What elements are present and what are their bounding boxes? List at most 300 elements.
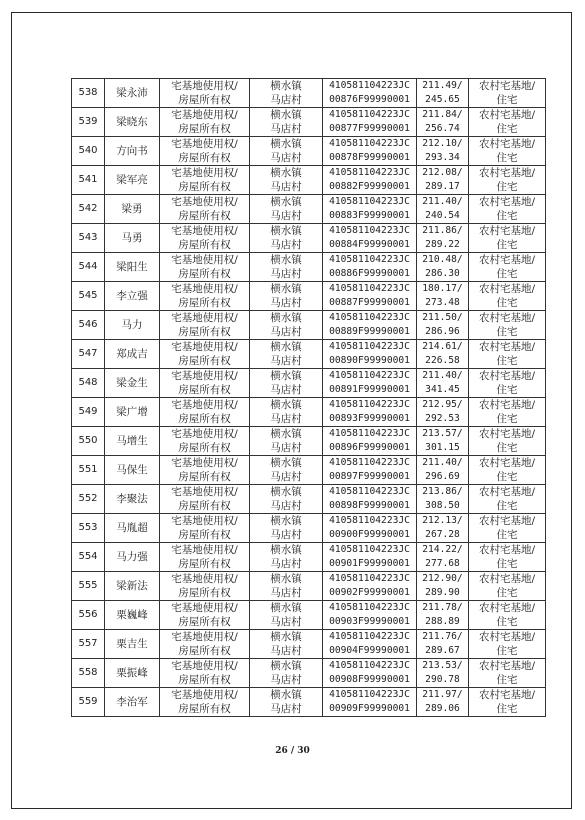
owner-name-text: 梁勇: [121, 203, 143, 215]
unit-code-cell: [323, 659, 417, 688]
land-use-text: 农村宅基地/: [478, 544, 536, 556]
right-type-cell: [160, 630, 250, 659]
unit-code-text: 00904F99990001: [329, 645, 410, 656]
unit-code-text: 410581104223JC: [329, 109, 410, 120]
unit-code-text: 00903F99990001: [329, 616, 410, 627]
unit-code-cell: [323, 224, 417, 253]
table-row: [72, 340, 546, 369]
right-type-text: 宅基地使用权/: [171, 602, 238, 614]
right-type-text: 宅基地使用权/: [171, 341, 238, 353]
location-cell: [250, 311, 323, 340]
location-cell: [250, 456, 323, 485]
unit-code-cell: [323, 543, 417, 572]
table-row: [72, 311, 546, 340]
unit-code-cell: [323, 195, 417, 224]
area-text: 212.95/: [422, 399, 463, 410]
row-number-cell: [72, 398, 105, 427]
area-cell: [417, 456, 469, 485]
area-cell: [417, 514, 469, 543]
area-text: 289.17: [425, 181, 460, 192]
land-use-text: 农村宅基地/: [478, 138, 536, 150]
land-use-text: 住宅: [496, 297, 518, 309]
table-row: [72, 224, 546, 253]
location-text: 马店村: [270, 239, 302, 251]
area-text: 286.96: [425, 326, 460, 337]
area-text: 286.30: [425, 268, 460, 279]
owner-name-cell: [105, 195, 160, 224]
right-type-cell: [160, 282, 250, 311]
area-cell: [417, 195, 469, 224]
land-use-text: 住宅: [496, 355, 518, 367]
land-use-text: 农村宅基地/: [478, 660, 536, 672]
location-text: 横水镇: [270, 341, 302, 353]
area-text: 211.84/: [422, 109, 463, 120]
owner-name-cell: [105, 166, 160, 195]
right-type-text: 宅基地使用权/: [171, 167, 238, 179]
location-text: 横水镇: [270, 660, 302, 672]
row-number-text: 555: [78, 580, 98, 591]
area-cell: [417, 79, 469, 108]
land-use-cell: [469, 659, 546, 688]
unit-code-text: 00889F99990001: [329, 326, 410, 337]
area-text: 289.06: [425, 703, 460, 714]
unit-code-text: 410581104223JC: [329, 399, 410, 410]
right-type-text: 房屋所有权: [178, 326, 231, 338]
area-cell: [417, 572, 469, 601]
unit-code-text: 00877F99990001: [329, 123, 410, 134]
right-type-text: 房屋所有权: [178, 471, 231, 483]
unit-code-cell: [323, 427, 417, 456]
row-number-cell: [72, 137, 105, 166]
right-type-text: 宅基地使用权/: [171, 225, 238, 237]
location-text: 马店村: [270, 210, 302, 222]
owner-name-cell: [105, 572, 160, 601]
table-row: [72, 253, 546, 282]
unit-code-text: 00898F99990001: [329, 500, 410, 511]
land-use-text: 住宅: [496, 500, 518, 512]
unit-code-cell: [323, 601, 417, 630]
row-number-text: 552: [78, 493, 98, 504]
table-row: [72, 427, 546, 456]
row-number-text: 544: [78, 261, 98, 272]
area-cell: [417, 311, 469, 340]
land-use-text: 农村宅基地/: [478, 602, 536, 614]
location-cell: [250, 224, 323, 253]
row-number-text: 550: [78, 435, 98, 446]
right-type-text: 房屋所有权: [178, 123, 231, 135]
right-type-text: 宅基地使用权/: [171, 312, 238, 324]
area-text: 226.58: [425, 355, 460, 366]
owner-name-text: 梁永沛: [116, 87, 148, 99]
land-use-text: 住宅: [496, 529, 518, 541]
location-text: 横水镇: [270, 109, 302, 121]
unit-code-text: 410581104223JC: [329, 283, 410, 294]
row-number-text: 549: [78, 406, 98, 417]
location-cell: [250, 485, 323, 514]
location-text: 马店村: [270, 297, 302, 309]
unit-code-text: 410581104223JC: [329, 486, 410, 497]
right-type-text: 宅基地使用权/: [171, 80, 238, 92]
right-type-cell: [160, 224, 250, 253]
land-use-text: 住宅: [496, 326, 518, 338]
right-type-cell: [160, 659, 250, 688]
table-row: [72, 137, 546, 166]
right-type-cell: [160, 688, 250, 717]
area-text: 289.22: [425, 239, 460, 250]
area-text: 308.50: [425, 500, 460, 511]
location-text: 横水镇: [270, 312, 302, 324]
location-text: 马店村: [270, 558, 302, 570]
unit-code-text: 00886F99990001: [329, 268, 410, 279]
location-text: 横水镇: [270, 515, 302, 527]
area-text: 211.40/: [422, 457, 463, 468]
unit-code-text: 00891F99990001: [329, 384, 410, 395]
owner-name-text: 马力: [121, 319, 143, 331]
owner-name-text: 梁金生: [116, 377, 148, 389]
table-row: [72, 514, 546, 543]
land-use-text: 农村宅基地/: [478, 370, 536, 382]
unit-code-text: 410581104223JC: [329, 167, 410, 178]
location-text: 横水镇: [270, 602, 302, 614]
land-use-text: 农村宅基地/: [478, 515, 536, 527]
land-use-text: 农村宅基地/: [478, 631, 536, 643]
location-text: 横水镇: [270, 80, 302, 92]
row-number-cell: [72, 456, 105, 485]
unit-code-cell: [323, 311, 417, 340]
area-cell: [417, 369, 469, 398]
unit-code-text: 00901F99990001: [329, 558, 410, 569]
land-use-text: 住宅: [496, 94, 518, 106]
unit-code-text: 410581104223JC: [329, 138, 410, 149]
right-type-cell: [160, 369, 250, 398]
right-type-cell: [160, 137, 250, 166]
right-type-text: 房屋所有权: [178, 558, 231, 570]
owner-name-text: 栗吉生: [116, 638, 148, 650]
unit-code-text: 410581104223JC: [329, 80, 410, 91]
location-cell: [250, 195, 323, 224]
unit-code-text: 00887F99990001: [329, 297, 410, 308]
right-type-text: 房屋所有权: [178, 442, 231, 454]
area-text: 240.54: [425, 210, 460, 221]
area-text: 211.78/: [422, 602, 463, 613]
table-row: [72, 572, 546, 601]
location-text: 横水镇: [270, 428, 302, 440]
unit-code-text: 410581104223JC: [329, 515, 410, 526]
unit-code-cell: [323, 79, 417, 108]
land-use-text: 农村宅基地/: [478, 80, 536, 92]
right-type-text: 房屋所有权: [178, 268, 231, 280]
row-number-cell: [72, 630, 105, 659]
area-text: 211.86/: [422, 225, 463, 236]
unit-code-cell: [323, 485, 417, 514]
row-number-cell: [72, 195, 105, 224]
land-use-cell: [469, 369, 546, 398]
land-use-cell: [469, 137, 546, 166]
land-use-cell: [469, 572, 546, 601]
unit-code-text: 00884F99990001: [329, 239, 410, 250]
land-use-cell: [469, 282, 546, 311]
unit-code-cell: [323, 253, 417, 282]
right-type-cell: [160, 253, 250, 282]
row-number-cell: [72, 543, 105, 572]
land-use-cell: [469, 79, 546, 108]
land-use-text: 住宅: [496, 442, 518, 454]
area-text: 211.50/: [422, 312, 463, 323]
unit-code-text: 410581104223JC: [329, 602, 410, 613]
unit-code-text: 00897F99990001: [329, 471, 410, 482]
location-cell: [250, 543, 323, 572]
land-use-text: 住宅: [496, 384, 518, 396]
land-use-text: 住宅: [496, 587, 518, 599]
land-use-cell: [469, 224, 546, 253]
row-number-text: 541: [78, 174, 98, 185]
location-cell: [250, 398, 323, 427]
unit-code-cell: [323, 137, 417, 166]
area-cell: [417, 137, 469, 166]
area-cell: [417, 253, 469, 282]
row-number-text: 557: [78, 638, 98, 649]
row-number-cell: [72, 369, 105, 398]
owner-name-cell: [105, 543, 160, 572]
owner-name-text: 梁晓东: [116, 116, 148, 128]
unit-code-text: 410581104223JC: [329, 631, 410, 642]
right-type-text: 房屋所有权: [178, 413, 231, 425]
area-cell: [417, 427, 469, 456]
row-number-cell: [72, 166, 105, 195]
location-text: 马店村: [270, 616, 302, 628]
right-type-text: 宅基地使用权/: [171, 689, 238, 701]
area-cell: [417, 485, 469, 514]
location-cell: [250, 514, 323, 543]
area-text: 214.22/: [422, 544, 463, 555]
row-number-cell: [72, 485, 105, 514]
land-use-text: 住宅: [496, 413, 518, 425]
unit-code-text: 00882F99990001: [329, 181, 410, 192]
land-use-cell: [469, 427, 546, 456]
row-number-text: 545: [78, 290, 98, 301]
unit-code-text: 410581104223JC: [329, 457, 410, 468]
right-type-text: 宅基地使用权/: [171, 196, 238, 208]
right-type-text: 房屋所有权: [178, 384, 231, 396]
area-cell: [417, 688, 469, 717]
right-type-cell: [160, 427, 250, 456]
right-type-text: 宅基地使用权/: [171, 283, 238, 295]
right-type-text: 宅基地使用权/: [171, 515, 238, 527]
location-text: 马店村: [270, 442, 302, 454]
unit-code-text: 410581104223JC: [329, 689, 410, 700]
right-type-text: 房屋所有权: [178, 239, 231, 251]
land-use-text: 住宅: [496, 471, 518, 483]
table-row: [72, 543, 546, 572]
location-cell: [250, 688, 323, 717]
right-type-text: 房屋所有权: [178, 297, 231, 309]
row-number-cell: [72, 688, 105, 717]
row-number-cell: [72, 514, 105, 543]
area-text: 293.34: [425, 152, 460, 163]
area-text: 212.08/: [422, 167, 463, 178]
location-text: 马店村: [270, 413, 302, 425]
unit-code-text: 410581104223JC: [329, 312, 410, 323]
right-type-text: 宅基地使用权/: [171, 457, 238, 469]
land-use-cell: [469, 543, 546, 572]
right-type-text: 房屋所有权: [178, 500, 231, 512]
land-use-text: 住宅: [496, 558, 518, 570]
row-number-text: 543: [78, 232, 98, 243]
owner-name-cell: [105, 137, 160, 166]
right-type-text: 宅基地使用权/: [171, 660, 238, 672]
location-text: 横水镇: [270, 486, 302, 498]
row-number-text: 551: [78, 464, 98, 475]
land-use-text: 住宅: [496, 645, 518, 657]
owner-name-cell: [105, 398, 160, 427]
owner-name-text: 梁阳生: [116, 261, 148, 273]
land-use-text: 住宅: [496, 152, 518, 164]
location-text: 横水镇: [270, 225, 302, 237]
land-use-cell: [469, 398, 546, 427]
area-cell: [417, 224, 469, 253]
table-row: [72, 630, 546, 659]
location-cell: [250, 253, 323, 282]
unit-code-cell: [323, 688, 417, 717]
unit-code-text: 00902F99990001: [329, 587, 410, 598]
land-use-text: 农村宅基地/: [478, 457, 536, 469]
unit-code-cell: [323, 456, 417, 485]
land-use-text: 住宅: [496, 181, 518, 193]
land-use-text: 住宅: [496, 268, 518, 280]
location-text: 马店村: [270, 471, 302, 483]
area-text: 212.13/: [422, 515, 463, 526]
row-number-text: 548: [78, 377, 98, 388]
owner-name-cell: [105, 659, 160, 688]
row-number-text: 540: [78, 145, 98, 156]
right-type-cell: [160, 514, 250, 543]
area-text: 267.28: [425, 529, 460, 540]
owner-name-text: 李聚法: [116, 493, 148, 505]
location-text: 马店村: [270, 181, 302, 193]
location-cell: [250, 369, 323, 398]
location-cell: [250, 427, 323, 456]
right-type-text: 房屋所有权: [178, 703, 231, 715]
owner-name-text: 马增生: [116, 435, 148, 447]
location-cell: [250, 282, 323, 311]
row-number-cell: [72, 108, 105, 137]
unit-code-text: 410581104223JC: [329, 225, 410, 236]
table-row: [72, 456, 546, 485]
location-text: 马店村: [270, 326, 302, 338]
owner-name-text: 梁军亮: [116, 174, 148, 186]
table-row: [72, 108, 546, 137]
table-row: [72, 398, 546, 427]
land-use-text: 农村宅基地/: [478, 254, 536, 266]
land-use-text: 农村宅基地/: [478, 109, 536, 121]
right-type-text: 宅基地使用权/: [171, 399, 238, 411]
location-text: 马店村: [270, 587, 302, 599]
table-row: [72, 195, 546, 224]
area-text: 211.76/: [422, 631, 463, 642]
location-text: 横水镇: [270, 138, 302, 150]
area-text: 277.68: [425, 558, 460, 569]
owner-name-cell: [105, 311, 160, 340]
right-type-text: 房屋所有权: [178, 587, 231, 599]
owner-name-text: 李立强: [116, 290, 148, 302]
right-type-text: 宅基地使用权/: [171, 631, 238, 643]
area-cell: [417, 630, 469, 659]
row-number-cell: [72, 282, 105, 311]
land-use-text: 农村宅基地/: [478, 283, 536, 295]
land-use-text: 住宅: [496, 703, 518, 715]
land-use-text: 农村宅基地/: [478, 399, 536, 411]
land-use-cell: [469, 514, 546, 543]
land-use-text: 农村宅基地/: [478, 312, 536, 324]
unit-code-text: 00890F99990001: [329, 355, 410, 366]
unit-code-text: 00900F99990001: [329, 529, 410, 540]
area-text: 212.10/: [422, 138, 463, 149]
area-text: 290.78: [425, 674, 460, 685]
right-type-cell: [160, 108, 250, 137]
row-number-cell: [72, 601, 105, 630]
owner-name-text: 方向书: [116, 145, 148, 157]
location-cell: [250, 572, 323, 601]
row-number-cell: [72, 311, 105, 340]
owner-name-cell: [105, 340, 160, 369]
unit-code-text: 00883F99990001: [329, 210, 410, 221]
location-text: 横水镇: [270, 283, 302, 295]
area-text: 292.53: [425, 413, 460, 424]
right-type-text: 房屋所有权: [178, 210, 231, 222]
area-text: 288.89: [425, 616, 460, 627]
land-use-text: 住宅: [496, 239, 518, 251]
right-type-text: 宅基地使用权/: [171, 428, 238, 440]
land-use-text: 农村宅基地/: [478, 196, 536, 208]
owner-name-text: 马力强: [116, 551, 148, 563]
row-number-cell: [72, 224, 105, 253]
land-use-text: 农村宅基地/: [478, 167, 536, 179]
land-use-text: 农村宅基地/: [478, 689, 536, 701]
area-cell: [417, 543, 469, 572]
location-text: 马店村: [270, 355, 302, 367]
area-text: 289.90: [425, 587, 460, 598]
owner-name-cell: [105, 79, 160, 108]
area-text: 180.17/: [422, 283, 463, 294]
right-type-cell: [160, 572, 250, 601]
unit-code-cell: [323, 572, 417, 601]
land-use-cell: [469, 253, 546, 282]
location-text: 横水镇: [270, 399, 302, 411]
owner-name-text: 马勇: [121, 232, 143, 244]
area-text: 210.48/: [422, 254, 463, 265]
owner-name-cell: [105, 630, 160, 659]
owner-name-cell: [105, 369, 160, 398]
location-cell: [250, 659, 323, 688]
row-number-text: 538: [78, 87, 98, 98]
right-type-cell: [160, 398, 250, 427]
owner-name-cell: [105, 253, 160, 282]
right-type-cell: [160, 485, 250, 514]
location-text: 横水镇: [270, 457, 302, 469]
right-type-cell: [160, 601, 250, 630]
table-row: [72, 369, 546, 398]
owner-name-cell: [105, 514, 160, 543]
unit-code-cell: [323, 369, 417, 398]
location-text: 横水镇: [270, 370, 302, 382]
row-number-text: 553: [78, 522, 98, 533]
right-type-cell: [160, 311, 250, 340]
location-text: 横水镇: [270, 167, 302, 179]
area-text: 245.65: [425, 94, 460, 105]
right-type-cell: [160, 340, 250, 369]
area-text: 289.67: [425, 645, 460, 656]
unit-code-text: 410581104223JC: [329, 341, 410, 352]
